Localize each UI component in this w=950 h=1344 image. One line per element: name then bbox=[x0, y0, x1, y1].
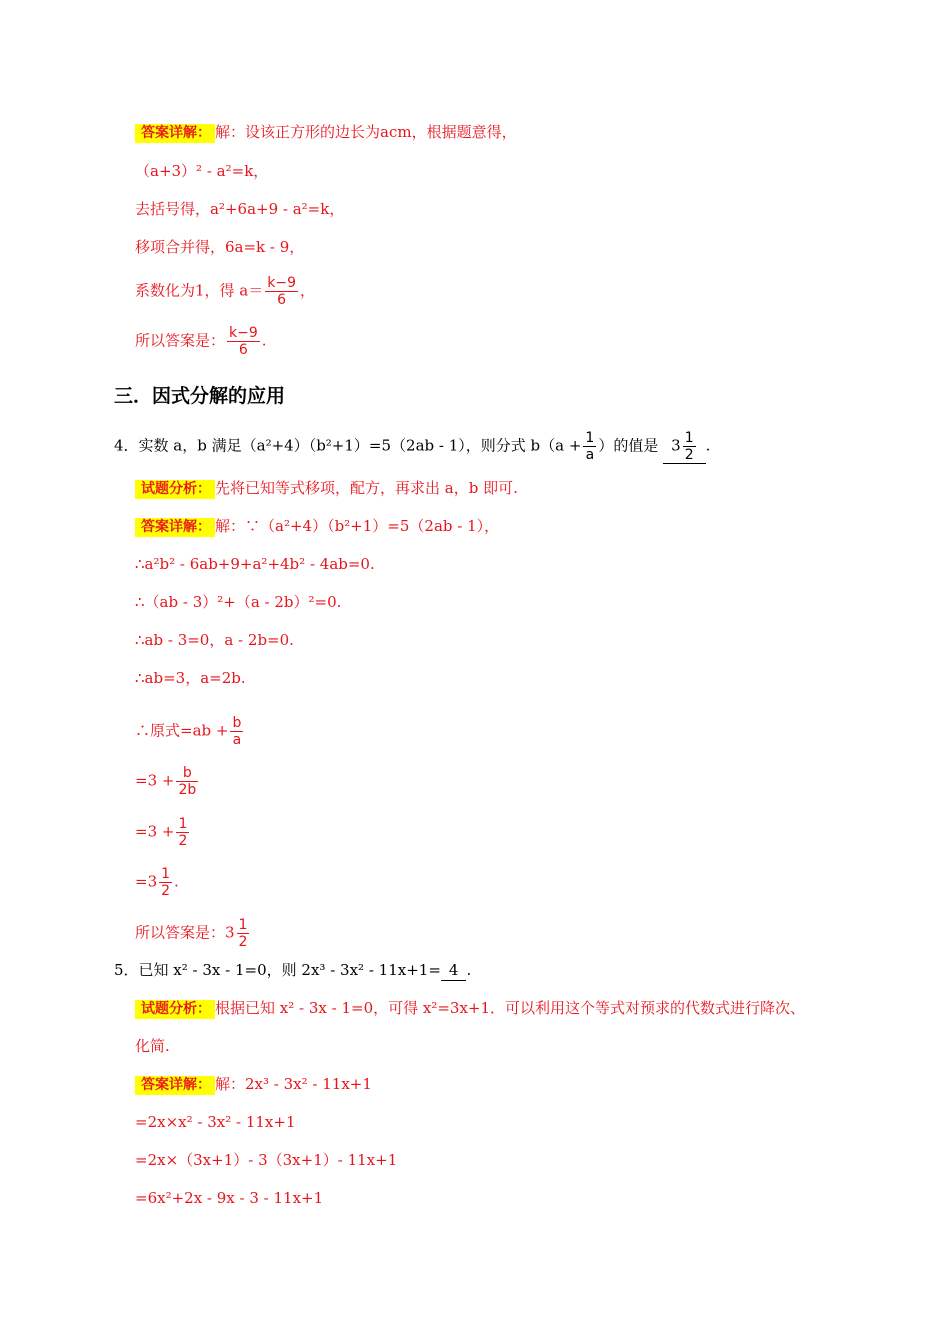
fraction bbox=[230, 715, 243, 748]
answer-detail-tag: 答案详解： bbox=[135, 124, 215, 143]
fraction-numerator: b bbox=[176, 765, 198, 782]
answer-line: ∴a²b² - 6ab+9+a²+4b² - 4ab=0. bbox=[135, 555, 375, 573]
answer-line-2: （a+3）² - a²=k， bbox=[135, 162, 269, 180]
question-4-stem: 4．实数 a，b 满足（a²+4）（b²+1）=5（2ab - 1），则分式 b（a + $\frac{1}{a}$ ）的值是 3 $\frac{1}{2}$ . bbox=[114, 430, 711, 463]
analysis-line-2: 化简. bbox=[135, 1037, 170, 1055]
answer-line: =6x²+2x - 9x - 3 - 11x+1 bbox=[135, 1189, 324, 1207]
fraction-denominator: a bbox=[585, 447, 595, 463]
line-text: . bbox=[174, 872, 179, 891]
answer-integer: 3 bbox=[671, 436, 681, 455]
question-text: ）的值是 bbox=[598, 436, 659, 455]
analysis-tag: 试题分析： bbox=[135, 480, 215, 499]
line-text: . bbox=[261, 331, 267, 350]
analysis-tag: 试题分析： bbox=[135, 1000, 215, 1019]
fraction-denominator: 2 bbox=[161, 883, 171, 899]
answer-line bbox=[135, 1074, 372, 1095]
line-text: =3 bbox=[135, 872, 158, 891]
answer-line: =2x×（3x+1）- 3（3x+1）- 11x+1 bbox=[135, 1151, 398, 1169]
fraction-denominator: 2 bbox=[178, 833, 188, 849]
fraction-numerator: k−9 bbox=[229, 325, 258, 341]
fraction bbox=[159, 866, 172, 899]
question-text: 5．已知 x² - 3x - 1=0，则 2x³ - 3x² - 11x+1= bbox=[114, 961, 441, 979]
analysis-text: 根据已知 x² - 3x - 1=0，可得 x²=3x+1．可以利用这个等式对预求的代数式进行降次、 bbox=[215, 999, 806, 1017]
answer-line bbox=[135, 917, 251, 950]
fraction bbox=[176, 816, 189, 849]
answer-line-6 bbox=[135, 325, 267, 358]
answer-line bbox=[135, 516, 499, 537]
answer-line: ∴ab - 3=0，a - 2b=0. bbox=[135, 631, 294, 649]
analysis-line bbox=[135, 998, 805, 1019]
answer-line-4: 移项合并得，6a=k - 9， bbox=[135, 238, 305, 256]
fraction-denominator: 2b bbox=[178, 782, 197, 798]
answer-line bbox=[135, 715, 245, 748]
fraction bbox=[227, 325, 260, 358]
line-text: ， bbox=[300, 281, 316, 300]
answer-line: =2x×x² - 3x² - 11x+1 bbox=[135, 1113, 296, 1131]
fraction-numerator: 1 bbox=[585, 430, 595, 446]
fraction-denominator: a bbox=[232, 732, 242, 748]
answer-line-3: 去括号得，a²+6a+9 - a²=k， bbox=[135, 200, 345, 218]
fraction-numerator: b bbox=[232, 715, 242, 731]
line-text: ∴原式=ab + bbox=[135, 721, 229, 740]
answer-blank bbox=[663, 430, 705, 464]
answer-text: 解：设该正方形的边长为acm，根据题意得， bbox=[215, 123, 517, 141]
fraction bbox=[683, 430, 696, 463]
fraction bbox=[237, 917, 250, 950]
line-text: 所以答案是： bbox=[135, 331, 226, 350]
answer-line bbox=[135, 866, 179, 899]
answer-detail-tag: 答案详解： bbox=[135, 518, 215, 537]
question-5-stem bbox=[114, 960, 471, 981]
answer-detail-tag: 答案详解： bbox=[135, 1076, 215, 1095]
answer-line bbox=[135, 816, 191, 849]
fraction bbox=[265, 275, 298, 308]
answer-line: ∴ab=3，a=2b. bbox=[135, 669, 246, 687]
fraction-numerator: k−9 bbox=[267, 275, 297, 291]
fraction-numerator: 1 bbox=[684, 430, 694, 446]
answer-text: 解：∵（a²+4）（b²+1）=5（2ab - 1）， bbox=[215, 517, 500, 535]
fraction-denominator: 2 bbox=[238, 934, 248, 950]
analysis-text: 先将已知等式移项，配方，再求出 a，b 即可. bbox=[215, 479, 518, 497]
line-text: 系数化为1，得 a＝ bbox=[135, 281, 264, 300]
fraction bbox=[583, 430, 596, 463]
fraction bbox=[176, 765, 198, 798]
fraction-denominator: 2 bbox=[684, 447, 694, 463]
answer-blank: 4 bbox=[441, 960, 467, 981]
fraction-numerator: 1 bbox=[161, 866, 171, 882]
answer-line-5 bbox=[135, 275, 315, 308]
fraction-denominator: 6 bbox=[277, 292, 287, 308]
fraction-numerator: 1 bbox=[238, 917, 248, 933]
answer-line bbox=[135, 765, 200, 798]
line-text: =3 + bbox=[135, 822, 175, 841]
answer-line-1 bbox=[135, 122, 517, 143]
line-text: =3 + bbox=[135, 771, 175, 790]
question-text: . bbox=[466, 961, 472, 979]
question-text: 4．实数 a，b 满足（a²+4）（b²+1）=5（2ab - 1），则分式 b（a + bbox=[114, 436, 582, 455]
fraction-denominator: 6 bbox=[238, 342, 248, 358]
answer-line: ∴（ab - 3）²+（a - 2b）²=0. bbox=[135, 593, 342, 611]
answer-text: 解：2x³ - 3x² - 11x+1 bbox=[215, 1075, 372, 1093]
line-text: 所以答案是：3 bbox=[135, 923, 235, 942]
section-heading: 三．因式分解的应用 bbox=[114, 385, 286, 407]
fraction-numerator: 1 bbox=[178, 816, 188, 832]
analysis-line bbox=[135, 478, 518, 499]
